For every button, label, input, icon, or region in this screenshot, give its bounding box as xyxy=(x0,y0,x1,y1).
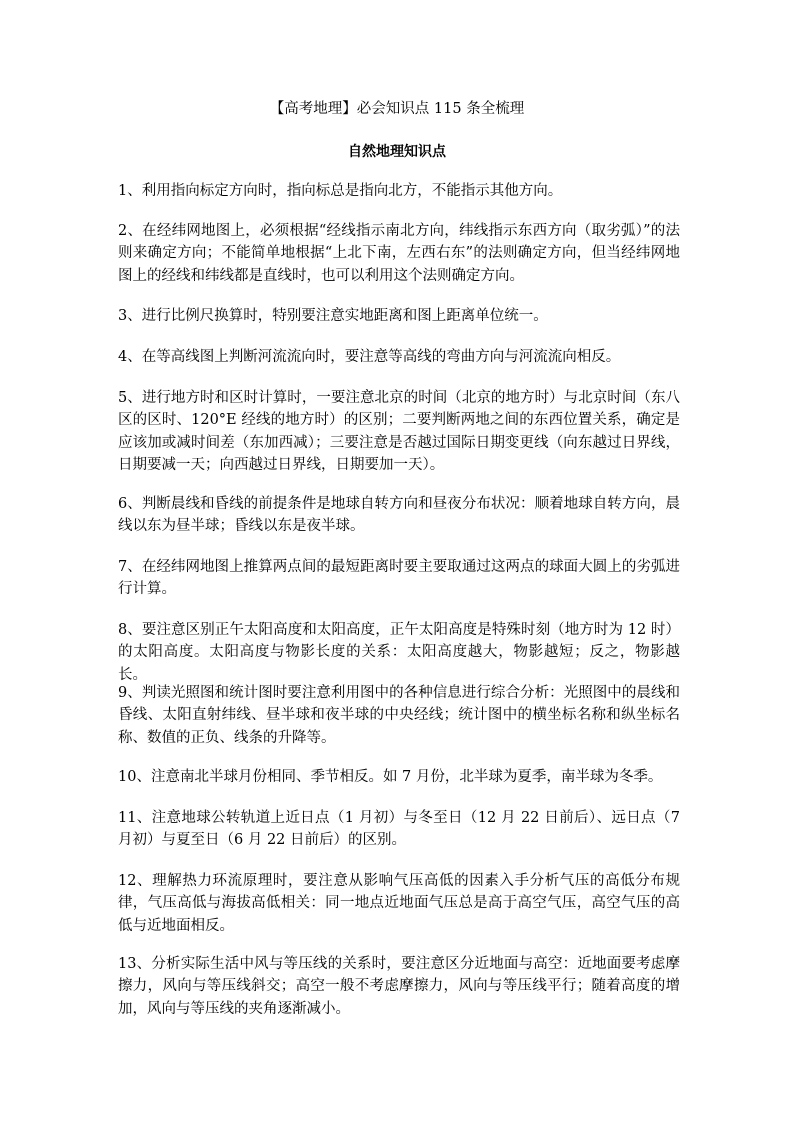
knowledge-point-9: 9、判读光照图和统计图时要注意利用图中的各种信息进行综合分析：光照图中的晨线和昏线、太阳直射纬线、昼半球和夜半球的中央经线；统计图中的横坐标名称和纵坐标名称、数值的正负、线条的升降等。 xyxy=(118,685,680,746)
knowledge-point-5: 5、进行地方时和区时计算时，一要注意北京的时间（北京的地方时）与北京时间（东八区的区时、120°E 经线的地方时）的区别；二要判断两地之间的东西位置关系，确定是应该加或减时间差（东加西减）；三要注意是否越过国际日期变更线（向东越过日界线，日期要减一天；向西越过日界线，日期要加一天）。 xyxy=(118,390,680,474)
knowledge-point-1: 1、利用指向标定方向时，指向标总是指向北方，不能指示其他方向。 xyxy=(118,183,563,199)
knowledge-point-13: 13、分析实际生活中风与等压线的关系时，要注意区分近地面与高空：近地面要考虑摩擦力，风向与等压线斜交；高空一般不考虑摩擦力，风向与等压线平行；随着高度的增加，风向与等压线的夹角逐渐减小。 xyxy=(118,956,680,1017)
knowledge-point-7: 7、在经纬网地图上推算两点间的最短距离时要主要取通过这两点的球面大圆上的劣弧进行计算。 xyxy=(118,559,680,598)
knowledge-point-10: 10、注意南北半球月份相同、季节相反。如 7 月份，北半球为夏季，南半球为冬季。 xyxy=(118,769,663,785)
knowledge-point-12: 12、理解热力环流原理时，要注意从影响气压高低的因素入手分析气压的高低分布规律，气压高低与海拔高低相关：同一地点近地面气压总是高于高空气压，高空气压的高低与近地面相反。 xyxy=(118,873,680,934)
knowledge-point-11: 11、注意地球公转轨道上近日点（1 月初）与冬至日（12 月 22 日前后）、远日点（7 月初）与夏至日（6 月 22 日前后）的区别。 xyxy=(118,810,680,849)
document-title: 【高考地理】必会知识点 115 条全梳理 xyxy=(269,101,525,117)
knowledge-point-6: 6、判断晨线和昏线的前提条件是地球自转方向和昼夜分布状况：顺着地球自转方向，晨线以东为昼半球；昏线以东是夜半球。 xyxy=(118,496,680,535)
knowledge-point-3: 3、进行比例尺换算时，特别要注意实地距离和图上距离单位统一。 xyxy=(118,308,548,324)
knowledge-point-2: 2、在经纬网地图上，必须根据“经线指示南北方向，纬线指示东西方向（取劣弧）”的法则来确定方向；不能简单地根据“上北下南，左西右东”的法则确定方向，但当经纬网地图上的经线和纬线都是直线时，也可以利用这个法则确定方向。 xyxy=(118,223,680,284)
section-heading: 自然地理知识点 xyxy=(348,144,446,160)
knowledge-point-8: 8、要注意区别正午太阳高度和太阳高度，正午太阳高度是特殊时刻（地方时为 12 时）的太阳高度。太阳高度与物影长度的关系：太阳高度越大，物影越短；反之，物影越长。 xyxy=(118,622,680,683)
knowledge-point-4: 4、在等高线图上判断河流流向时，要注意等高线的弯曲方向与河流流向相反。 xyxy=(118,349,621,365)
